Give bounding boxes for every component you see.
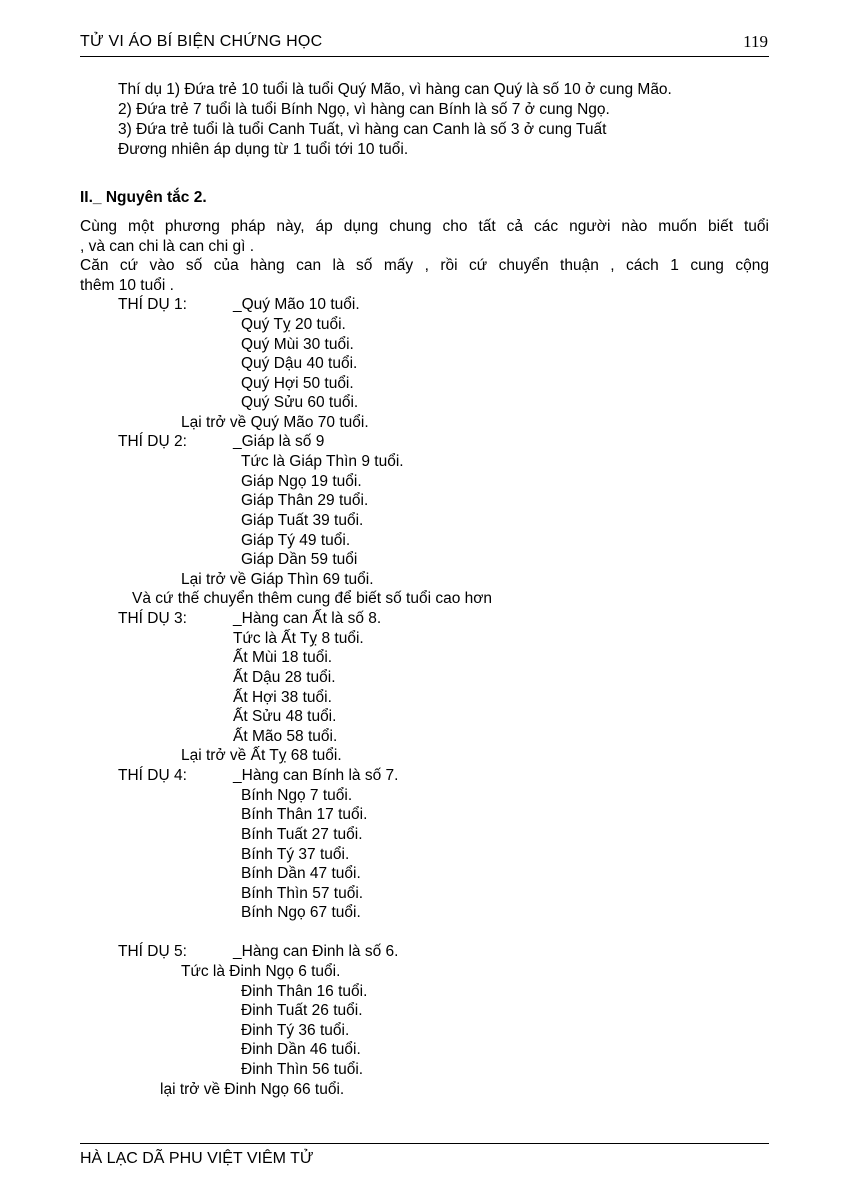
- example-first-line: _Hàng can Bính là số 7.: [233, 767, 399, 784]
- example-return-line: lại trở về Đinh Ngọ 66 tuổi.: [160, 1081, 345, 1098]
- example-item: Đinh Thân 16 tuổi.: [241, 983, 368, 1000]
- running-header-title: TỬ VI ÁO BÍ BIỆN CHỨNG HỌC: [80, 33, 323, 50]
- example-item: Giáp Thân 29 tuổi.: [241, 492, 369, 509]
- example-item: Ất Mão 58 tuổi.: [233, 728, 338, 745]
- intro-line: 3) Đứa trẻ tuổi là tuổi Canh Tuất, vì hàng can Canh là số 3 ở cung Tuất: [118, 121, 607, 138]
- running-footer: HÀ LẠC DÃ PHU VIỆT VIÊM TỬ: [80, 1150, 314, 1167]
- example-item: Bính Ngọ 67 tuổi.: [241, 904, 361, 921]
- example-item: Quý Sửu 60 tuổi.: [241, 394, 359, 411]
- section-heading: II._ Nguyên tắc 2.: [80, 189, 207, 206]
- example-label: THÍ DỤ 4:: [118, 767, 187, 784]
- example-item: Giáp Tuất 39 tuổi.: [241, 512, 364, 529]
- example-note: Và cứ thế chuyển thêm cung để biết số tuổi cao hơn: [132, 590, 493, 607]
- example-item: Quý Hợi 50 tuổi.: [241, 375, 354, 392]
- intro-line: 2) Đứa trẻ 7 tuổi là tuổi Bính Ngọ, vì hàng can Bính là số 7 ở cung Ngọ.: [118, 101, 610, 118]
- example-item: Tức là Ất Tỵ 8 tuổi.: [233, 630, 364, 647]
- example-first-line: _Quý Mão 10 tuổi.: [233, 296, 360, 313]
- example-first-line: _Giáp là số 9: [233, 433, 325, 450]
- example-item: Đinh Dần 46 tuổi.: [241, 1041, 361, 1058]
- footer-divider: [80, 1143, 769, 1144]
- example-item: Ất Sửu 48 tuổi.: [233, 708, 337, 725]
- example-item: Đinh Tý 36 tuổi.: [241, 1022, 350, 1039]
- example-label: THÍ DỤ 1:: [118, 296, 187, 313]
- example-item: Quý Mùi 30 tuổi.: [241, 336, 354, 353]
- example-item: Ất Dậu 28 tuổi.: [233, 669, 336, 686]
- example-label: THÍ DỤ 2:: [118, 433, 187, 450]
- example-item: Bính Tuất 27 tuổi.: [241, 826, 363, 843]
- example-item: Bính Ngọ 7 tuổi.: [241, 787, 353, 804]
- example-label: THÍ DỤ 3:: [118, 610, 187, 627]
- header-divider: [80, 56, 769, 57]
- intro-line: Thí dụ 1) Đứa trẻ 10 tuổi là tuổi Quý Mão, vì hàng can Quý là số 10 ở cung Mão.: [118, 81, 672, 98]
- example-item: Đinh Tuất 26 tuổi.: [241, 1002, 363, 1019]
- example-first-line: _Hàng can Ất là số 8.: [233, 610, 382, 627]
- example-item: Bính Tý 37 tuổi.: [241, 846, 350, 863]
- example-item: Ất Mùi 18 tuổi.: [233, 649, 333, 666]
- example-sub-line: Tức là Đinh Ngọ 6 tuổi.: [181, 963, 341, 980]
- paragraph-line: , và can chi là can chi gì .: [80, 238, 255, 255]
- example-item: Ất Hợi 38 tuổi.: [233, 689, 332, 706]
- example-item: Giáp Tý 49 tuổi.: [241, 532, 351, 549]
- example-item: Đinh Thìn 56 tuổi.: [241, 1061, 364, 1078]
- intro-line: Đương nhiên áp dụng từ 1 tuổi tới 10 tuổi.: [118, 141, 409, 158]
- page-number: 119: [743, 32, 768, 51]
- example-item: Giáp Dần 59 tuổi: [241, 551, 358, 568]
- example-item: Bính Dần 47 tuổi.: [241, 865, 361, 882]
- example-item: Bính Thìn 57 tuổi.: [241, 885, 364, 902]
- example-first-line: _Hàng can Đinh là số 6.: [233, 943, 399, 960]
- example-item: Bính Thân 17 tuổi.: [241, 806, 368, 823]
- example-return-line: Lại trở về Giáp Thìn 69 tuổi.: [181, 571, 374, 588]
- example-item: Quý Tỵ 20 tuổi.: [241, 316, 346, 333]
- example-return-line: Lại trở về Ất Tỵ 68 tuổi.: [181, 747, 342, 764]
- paragraph-line: Cùng một phương pháp này, áp dụng chung cho tất cả các người nào muốn biết tuổi: [80, 218, 769, 235]
- example-label: THÍ DỤ 5:: [118, 943, 187, 960]
- example-return-line: Lại trở về Quý Mão 70 tuổi.: [181, 414, 369, 431]
- example-item: Giáp Ngọ 19 tuổi.: [241, 473, 362, 490]
- example-item: Tức là Giáp Thìn 9 tuổi.: [241, 453, 404, 470]
- example-item: Quý Dậu 40 tuổi.: [241, 355, 358, 372]
- paragraph-line: Căn cứ vào số của hàng can là số mấy , rồi cứ chuyển thuận , cách 1 cung cộng: [80, 257, 769, 274]
- paragraph-line: thêm 10 tuổi .: [80, 277, 174, 294]
